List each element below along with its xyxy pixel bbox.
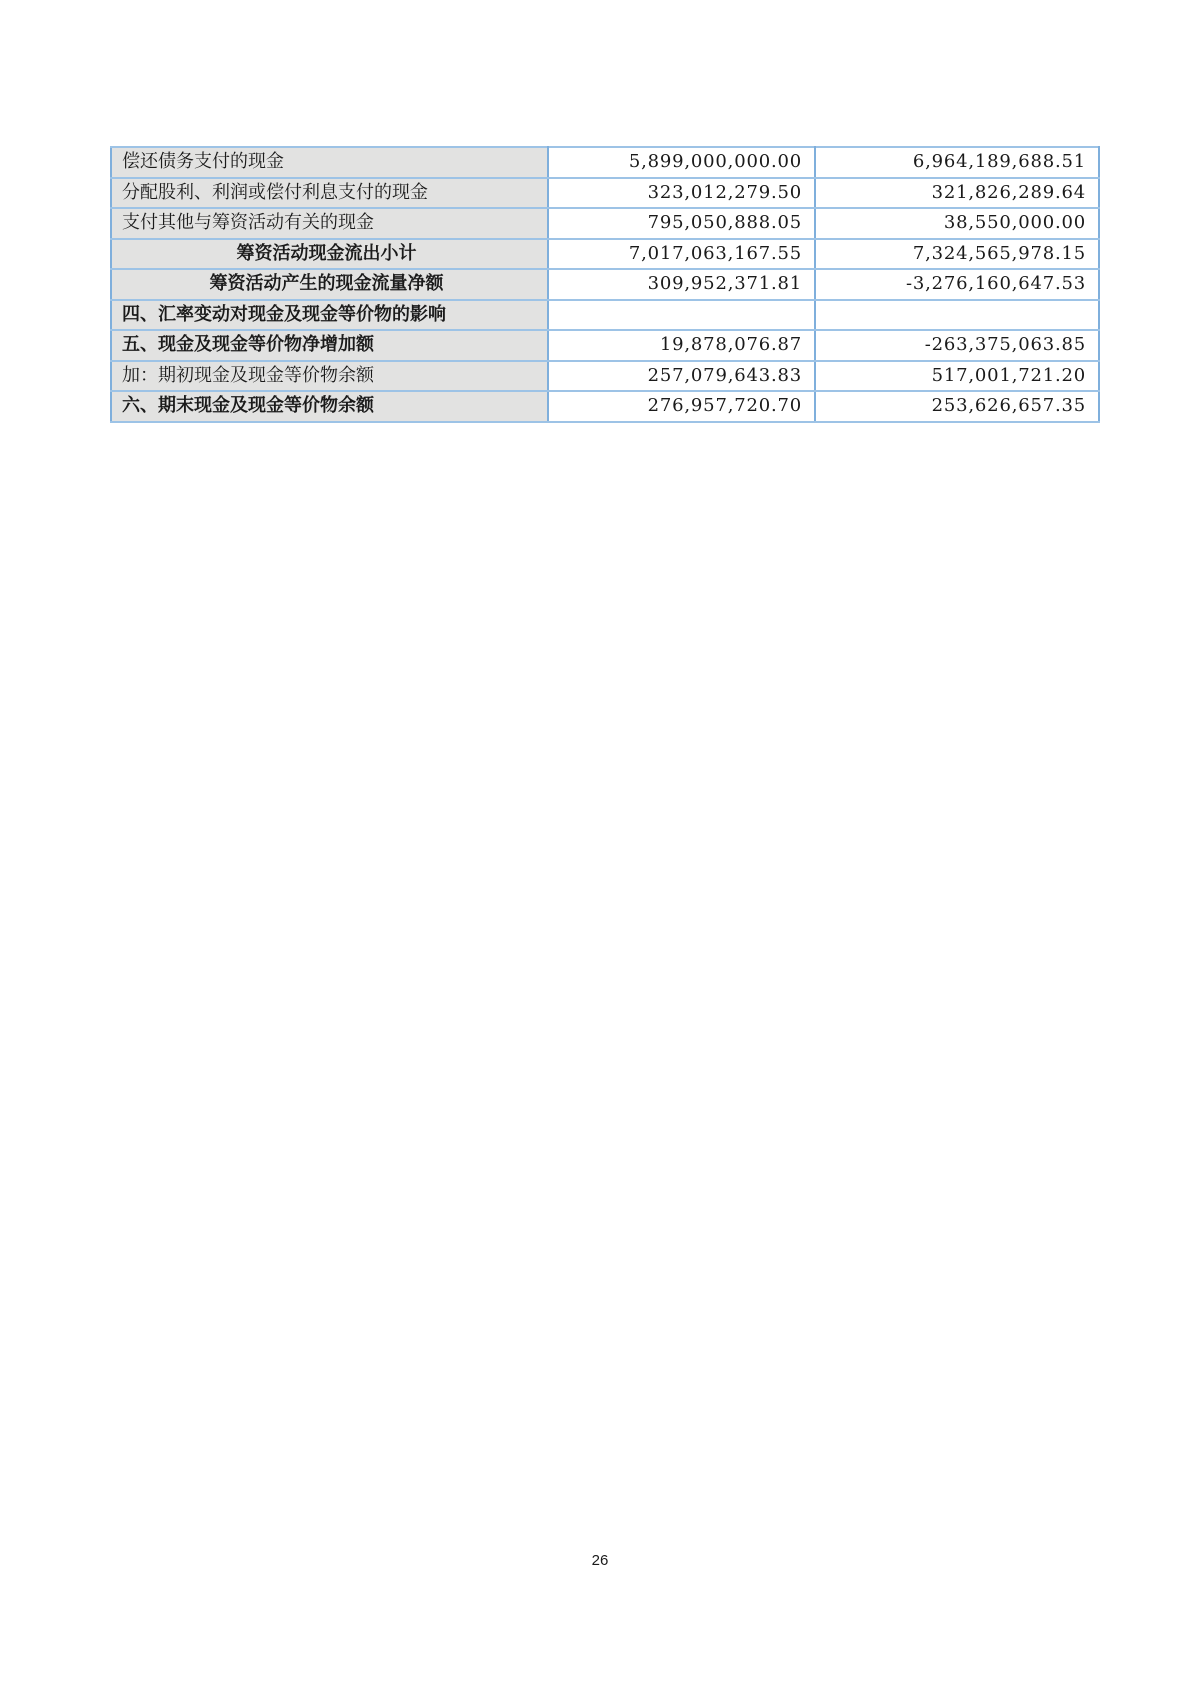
row-label: 五、现金及现金等价物净增加额 <box>111 330 548 361</box>
row-current-value: 276,957,720.70 <box>548 391 815 422</box>
row-prior-value: 38,550,000.00 <box>815 208 1099 239</box>
row-label: 筹资活动产生的现金流量净额 <box>111 269 548 300</box>
row-current-value: 7,017,063,167.55 <box>548 239 815 270</box>
table-row-section <box>111 300 1099 331</box>
row-prior-value: 6,964,189,688.51 <box>815 147 1099 178</box>
page-number: 26 <box>591 1552 609 1569</box>
row-current-value: 19,878,076.87 <box>548 330 815 361</box>
row-label: 筹资活动现金流出小计 <box>111 239 548 270</box>
table-row-subtotal <box>111 269 1099 300</box>
row-prior-value: 321,826,289.64 <box>815 178 1099 209</box>
cash-flow-table <box>110 146 1100 423</box>
row-label: 分配股利、利润或偿付利息支付的现金 <box>111 178 548 209</box>
row-current-value: 309,952,371.81 <box>548 269 815 300</box>
table-row-section <box>111 391 1099 422</box>
table-row-section <box>111 330 1099 361</box>
row-prior-value: 7,324,565,978.15 <box>815 239 1099 270</box>
row-label: 支付其他与筹资活动有关的现金 <box>111 208 548 239</box>
row-label: 偿还债务支付的现金 <box>111 147 548 178</box>
row-label: 六、期末现金及现金等价物余额 <box>111 391 548 422</box>
table-row <box>111 361 1099 392</box>
row-prior-value: 253,626,657.35 <box>815 391 1099 422</box>
row-prior-value: 517,001,721.20 <box>815 361 1099 392</box>
table-row <box>111 208 1099 239</box>
row-prior-value: -3,276,160,647.53 <box>815 269 1099 300</box>
table-row <box>111 178 1099 209</box>
table-row <box>111 147 1099 178</box>
table-row-subtotal <box>111 239 1099 270</box>
row-current-value: 257,079,643.83 <box>548 361 815 392</box>
row-current-value <box>548 300 815 331</box>
row-current-value: 795,050,888.05 <box>548 208 815 239</box>
row-current-value: 5,899,000,000.00 <box>548 147 815 178</box>
row-prior-value <box>815 300 1099 331</box>
row-label: 加：期初现金及现金等价物余额 <box>111 361 548 392</box>
row-label: 四、汇率变动对现金及现金等价物的影响 <box>111 300 548 331</box>
row-current-value: 323,012,279.50 <box>548 178 815 209</box>
row-prior-value: -263,375,063.85 <box>815 330 1099 361</box>
